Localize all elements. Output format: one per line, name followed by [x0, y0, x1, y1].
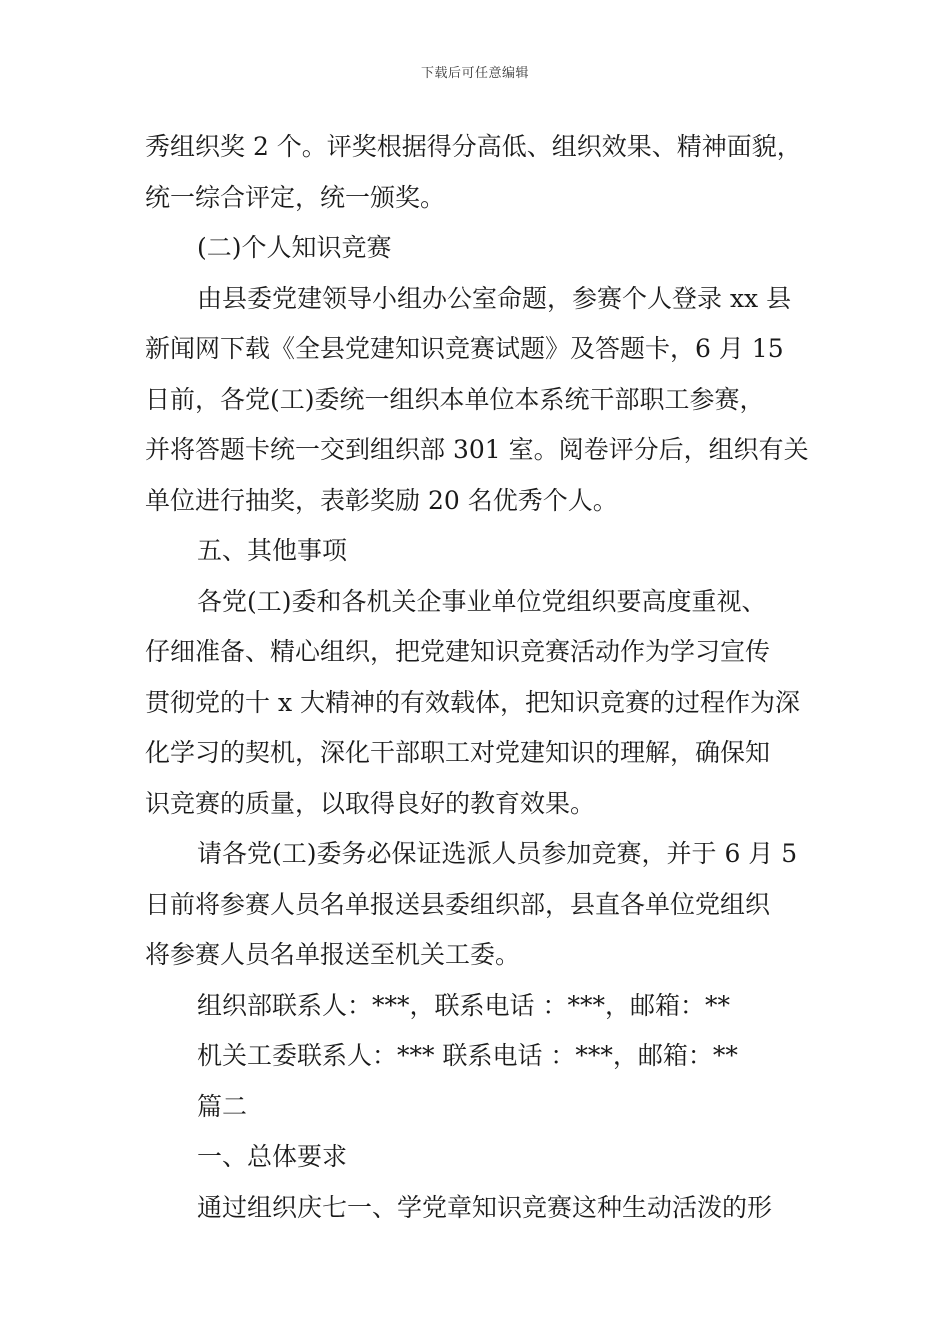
paragraph-line: 通过组织庆七一、学党章知识竞赛这种生动活泼的形 [197, 1192, 773, 1222]
paragraph-line: 新闻网下载《全县党建知识竞赛试题》及答题卡，6 月 15 [145, 334, 784, 363]
section-heading: (二)个人知识竞赛 [197, 233, 392, 262]
section-heading: 五、其他事项 [197, 536, 348, 565]
paragraph-line: 请各党(工)委务必保证选派人员参加竞赛，并于 6 月 5 [197, 839, 798, 868]
paragraph-line: 识竞赛的质量，以取得良好的教育效果。 [145, 788, 596, 818]
section-heading: 一、总体要求 [197, 1142, 348, 1171]
paragraph-line: 日前将参赛人员名单报送县委组织部，县直各单位党组织 [145, 889, 771, 919]
paragraph-line: 单位进行抽奖，表彰奖励 20 名优秀个人。 [145, 485, 618, 515]
paragraph-line: 并将答题卡统一交到组织部 301 室。阅卷评分后，组织有关 [145, 435, 809, 464]
paragraph-line: 化学习的契机，深化干部职工对党建知识的理解，确保知 [145, 738, 771, 767]
paragraph-line: 将参赛人员名单报送至机关工委。 [145, 940, 521, 969]
section-heading: 篇二 [197, 1091, 248, 1121]
page-header-note: 下载后可任意编辑 [420, 66, 529, 81]
contact-line: 组织部联系人：***，联系电话 ：***，邮箱：** [197, 990, 730, 1020]
paragraph-line: 日前，各党(工)委统一组织本单位本系统干部职工参赛， [145, 384, 765, 414]
paragraph-line: 各党(工)委和各机关企事业单位党组织要高度重视、 [197, 586, 767, 616]
paragraph-line: 秀组织奖 2 个。评奖根据得分高低、组织效果、精神面貌， [145, 132, 802, 161]
paragraph-line: 贯彻党的十 x 大精神的有效载体，把知识竞赛的过程作为深 [145, 687, 800, 717]
paragraph-line: 仔细准备、精心组织，把党建知识竞赛活动作为学习宣传 [145, 637, 771, 666]
paragraph-line: 由县委党建领导小组办公室命题，参赛个人登录 xx 县 [197, 283, 792, 313]
contact-line: 机关工委联系人：*** 联系电话 ：***，邮箱：** [197, 1041, 738, 1070]
paragraph-line: 统一综合评定，统一颁奖。 [145, 182, 446, 212]
document-body [145, 122, 810, 1233]
